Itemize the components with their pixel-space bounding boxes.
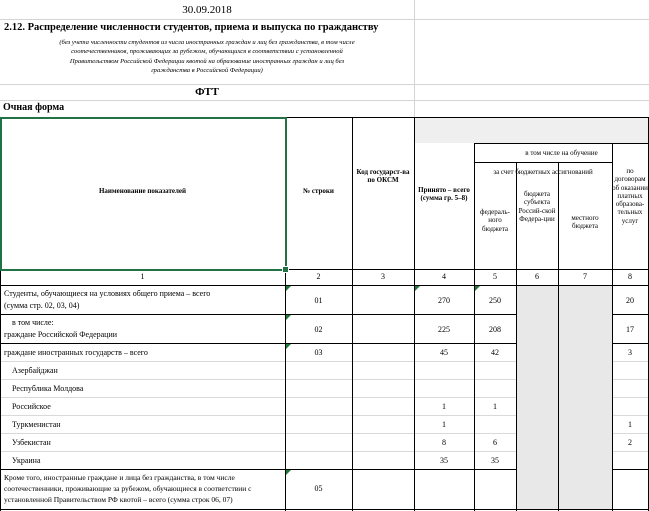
row-name[interactable]: в том числе: bbox=[12, 318, 54, 327]
cell-total[interactable]: 8 bbox=[442, 438, 446, 447]
col-number: 3 bbox=[381, 272, 385, 281]
cell-federal[interactable]: 208 bbox=[489, 325, 501, 334]
row-name[interactable]: Республика Молдова bbox=[12, 384, 84, 393]
col-number: 4 bbox=[442, 272, 446, 281]
cell-paid[interactable]: 3 bbox=[628, 348, 632, 357]
cell-total[interactable]: 225 bbox=[438, 325, 450, 334]
col-header-row-no: № строки bbox=[303, 187, 334, 195]
col-header-paid: по договорам об оказании платных образова-тельных услуг bbox=[612, 167, 648, 225]
comment-marker[interactable] bbox=[475, 286, 480, 291]
row-name[interactable]: Студенты, обучающиеся на условиях общего приема – всего bbox=[4, 289, 211, 298]
cell-total[interactable]: 45 bbox=[440, 348, 448, 357]
row-name: соотечественники, проживающие за рубежом, обучающиеся в соответствии с bbox=[4, 484, 252, 493]
row-name[interactable]: Узбекистан bbox=[12, 438, 51, 447]
row-name[interactable]: Азербайджан bbox=[12, 366, 58, 375]
col-header-incl-study: в том числе на обучение bbox=[525, 149, 598, 157]
row-name[interactable]: Кроме того, иностранные граждане и лица без гражданства, в том числе bbox=[4, 473, 235, 482]
section-title[interactable]: 2.12. Распределение численности студентов, приема и выпуска по гражданству bbox=[4, 22, 379, 33]
col-number: 6 bbox=[535, 272, 539, 281]
col-number: 8 bbox=[628, 272, 632, 281]
row-name[interactable]: Туркменистан bbox=[12, 420, 61, 429]
col-number: 2 bbox=[316, 272, 321, 281]
table-border bbox=[414, 117, 415, 511]
comment-marker[interactable] bbox=[286, 470, 291, 475]
row-name[interactable]: граждане иностранных государств – всего bbox=[4, 348, 148, 357]
row-number[interactable]: 02 bbox=[314, 325, 323, 334]
date-cell[interactable]: 30.09.2018 bbox=[182, 4, 232, 16]
col-header-budget-funds: за счет бюджетных ассигнований bbox=[493, 168, 593, 176]
comment-marker[interactable] bbox=[286, 286, 291, 291]
row-name: (сумма стр. 02, 03, 04) bbox=[4, 301, 80, 310]
faculty-label[interactable]: ФТТ bbox=[195, 86, 219, 98]
comment-marker[interactable] bbox=[286, 315, 291, 320]
row-name[interactable]: Украина bbox=[12, 456, 41, 465]
cell-total[interactable]: 270 bbox=[438, 296, 450, 305]
col-number: 5 bbox=[493, 272, 497, 281]
col-header-name: Наименование показателей bbox=[98, 187, 187, 195]
cell-total[interactable]: 35 bbox=[440, 456, 448, 465]
gridline bbox=[414, 0, 415, 118]
note-line: гражданства в Российской Федерации) bbox=[151, 67, 263, 75]
cell-federal[interactable]: 35 bbox=[491, 456, 499, 465]
form-label[interactable]: Очная форма bbox=[3, 102, 65, 113]
col-header-accepted-total: Принято – всего (сумма гр. 5–8) bbox=[418, 186, 470, 203]
cell-paid[interactable]: 2 bbox=[628, 438, 632, 447]
table-border bbox=[0, 509, 649, 510]
gridline bbox=[0, 19, 649, 20]
row-number[interactable]: 01 bbox=[314, 296, 323, 305]
col-header-federal: федераль-ного бюджета bbox=[480, 208, 510, 233]
cell-federal[interactable]: 1 bbox=[493, 402, 497, 411]
row-name: установленной Правительством РФ квотой – всего (сумма строк 06, 07) bbox=[4, 495, 233, 504]
col-header-country-code: Код государст-ва по ОКСМ bbox=[356, 168, 410, 185]
row-name[interactable]: Российское bbox=[12, 402, 51, 411]
col-number: 1 bbox=[140, 272, 145, 281]
table-border bbox=[474, 143, 649, 144]
col-number: 7 bbox=[583, 272, 587, 281]
col-header-subject: бюджета субъекта Россий-ской Федера-ции bbox=[518, 190, 556, 223]
disabled-cells bbox=[516, 286, 612, 509]
row-name: граждане Российской Федерации bbox=[4, 330, 118, 339]
row-number[interactable]: 03 bbox=[314, 348, 323, 357]
fill-handle[interactable] bbox=[282, 266, 289, 273]
cell-paid[interactable]: 17 bbox=[626, 325, 634, 334]
cell-paid[interactable]: 20 bbox=[626, 296, 634, 305]
cell-total[interactable]: 1 bbox=[442, 402, 446, 411]
row-number[interactable]: 05 bbox=[314, 484, 323, 493]
comment-marker[interactable] bbox=[415, 286, 420, 291]
cell-federal[interactable]: 42 bbox=[491, 348, 499, 357]
table-border bbox=[474, 162, 612, 163]
gridline bbox=[0, 84, 649, 85]
col-header-local: местного бюджета bbox=[571, 214, 599, 231]
cell-federal[interactable]: 6 bbox=[493, 438, 497, 447]
note-line: (без учета численности студентов из числа иностранных граждан и лиц без гражданства, в том числе bbox=[59, 39, 355, 46]
gridline bbox=[0, 100, 649, 101]
note-line: Правительством Российской Федерации квотой на образование иностранных граждан и лиц без bbox=[69, 57, 345, 65]
table-border bbox=[352, 117, 353, 511]
cell-paid[interactable]: 1 bbox=[628, 420, 632, 429]
note-block[interactable] bbox=[0, 38, 414, 76]
cell-total[interactable]: 1 bbox=[442, 420, 446, 429]
header-band bbox=[414, 117, 649, 143]
note-line: соотечественников, проживающих за рубежом, обучающихся в соответствии с установленной bbox=[71, 48, 343, 56]
cell-federal[interactable]: 250 bbox=[489, 296, 501, 305]
